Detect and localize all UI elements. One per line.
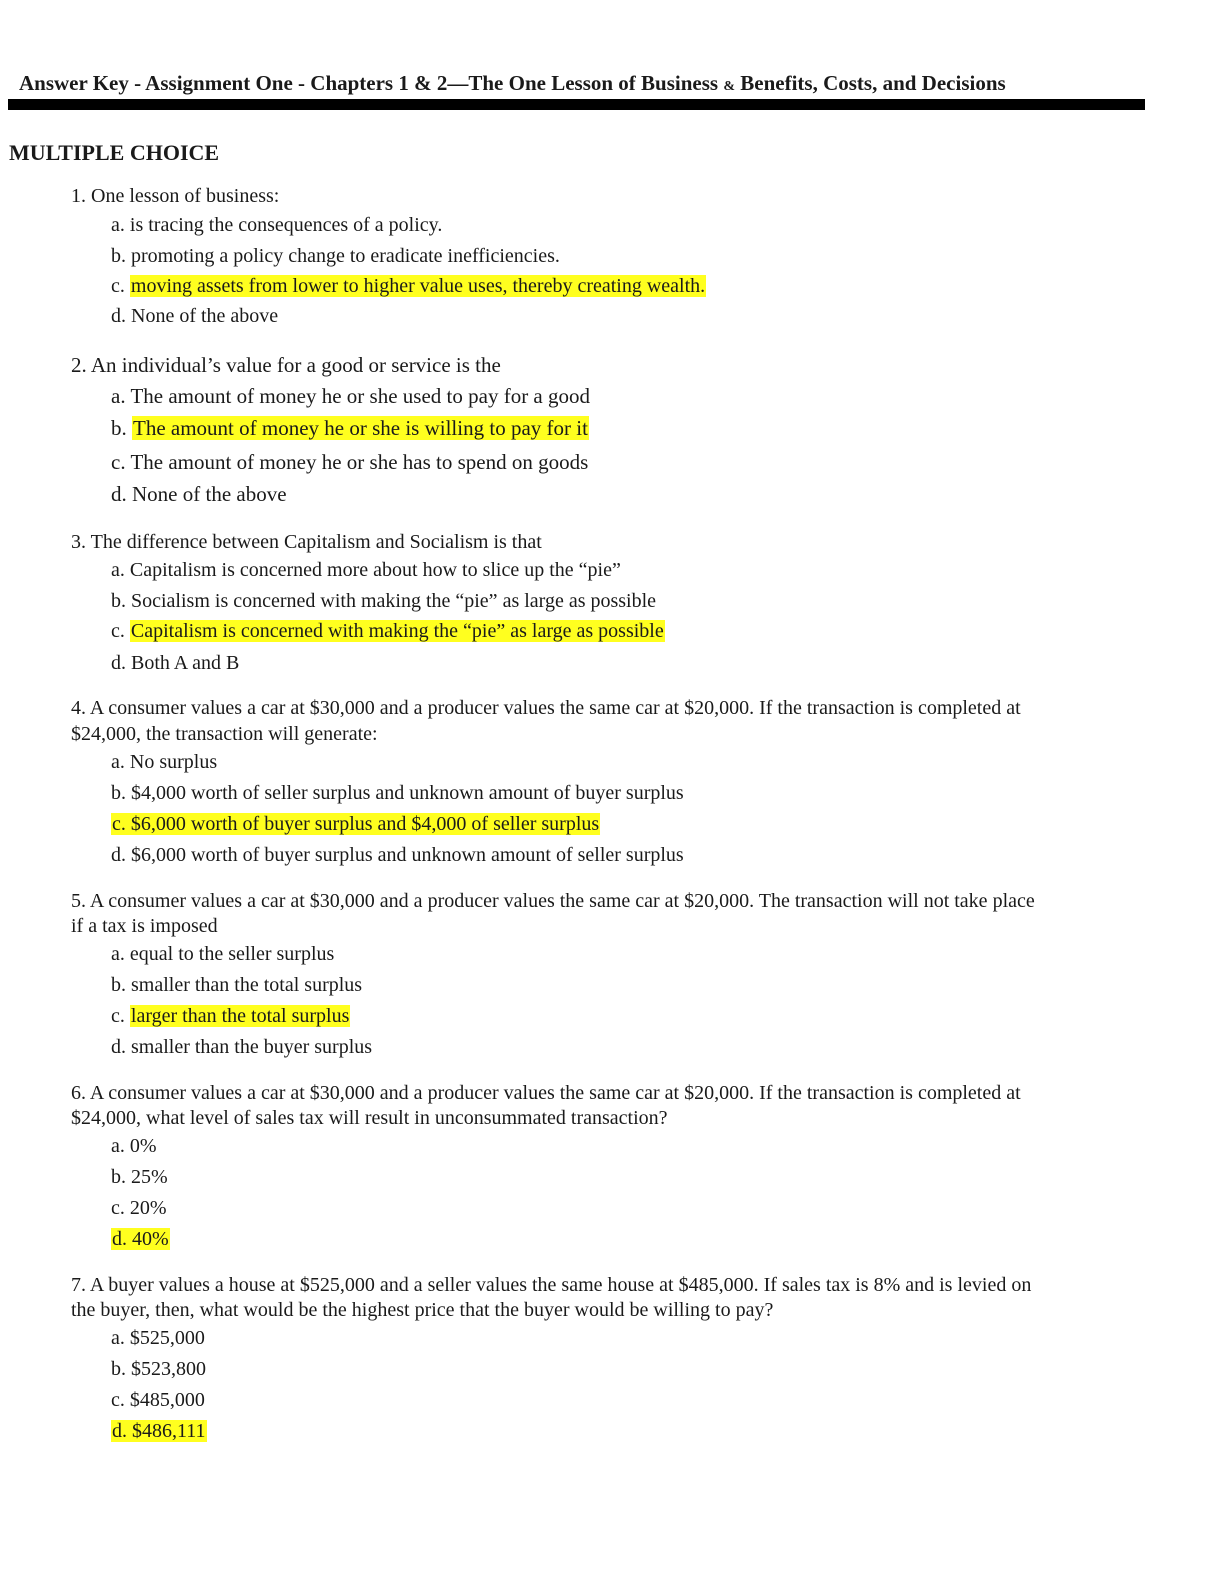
answer-highlight: The amount of money he or she is willing to pay for it [133,416,588,440]
question-3-option-c: c. Capitalism is concerned with making the “pie” as large as possible [111,620,664,642]
question-5-stem-line-2: if a tax is imposed [71,915,218,937]
question-3-option-a: a. Capitalism is concerned more about how to slice up the “pie” [111,559,621,581]
question-1-option-d: d. None of the above [111,305,279,327]
question-2-option-d: d. None of the above [111,482,287,506]
question-3-option-d: d. Both A and B [111,652,240,674]
question-5-option-b: b. smaller than the total surplus [111,974,363,996]
question-7-option-d [111,1418,207,1444]
question-1-stem: 1. One lesson of business: [71,185,280,207]
title-text-part2: Benefits, Costs, and Decisions [735,71,1006,95]
question-5-option-a: a. equal to the seller surplus [111,943,335,965]
question-6-option-a: a. 0% [111,1135,157,1157]
question-2-option-a: a. The amount of money he or she used to pay for a good [111,384,591,408]
answer-highlight: larger than the total surplus [130,1005,350,1027]
question-4-stem-line-2: $24,000, the transaction will generate: [71,723,378,745]
question-3-option-b: b. Socialism is concerned with making the “pie” as large as possible [111,590,657,612]
answer-highlight: moving assets from lower to higher value uses, thereby creating wealth. [130,275,706,297]
question-7-option-c: c. $485,000 [111,1389,205,1411]
question-6-stem-line-2: $24,000, what level of sales tax will result in unconsummated transaction? [71,1107,668,1129]
question-5-option-c: c. larger than the total surplus [111,1005,350,1027]
question-5-option-d: d. smaller than the buyer surplus [111,1036,373,1058]
question-3-stem: 3. The difference between Capitalism and Socialism is that [71,531,542,553]
question-6-option-d [111,1226,170,1252]
question-7-stem-line-1: 7. A buyer values a house at $525,000 and a seller values the same house at $485,000. If sales tax is 8% and is levied on [71,1274,1032,1296]
question-6-option-b: b. 25% [111,1166,168,1188]
question-7-option-a: a. $525,000 [111,1327,205,1349]
question-2-option-c: c. The amount of money he or she has to spend on goods [111,450,589,474]
question-2-option-b: b. The amount of money he or she is willing to pay for it [111,416,588,440]
title-rule [8,99,1145,110]
question-4-option-c [111,811,600,837]
question-4-option-b: b. $4,000 worth of seller surplus and unknown amount of buyer surplus [111,782,684,804]
answer-highlight: Capitalism is concerned with making the “pie” as large as possible [130,620,664,642]
question-7-stem-line-2: the buyer, then, what would be the highest price that the buyer would be willing to pay? [71,1299,774,1321]
question-6-stem-line-1: 6. A consumer values a car at $30,000 and a producer values the same car at $20,000. If the transaction is completed at [71,1082,1021,1104]
answer-highlight: c. $6,000 worth of buyer surplus and $4,000 of seller surplus [112,813,600,835]
question-6-option-c: c. 20% [111,1197,167,1219]
question-1-option-b: b. promoting a policy change to eradicate inefficiencies. [111,245,560,267]
question-5-stem-line-1: 5. A consumer values a car at $30,000 and a producer values the same car at $20,000. The transaction will not take place [71,890,1035,912]
question-4-option-d: d. $6,000 worth of buyer surplus and unknown amount of seller surplus [111,844,684,866]
question-7-option-b: b. $523,800 [111,1358,206,1380]
title-text-part1: Answer Key - Assignment One - Chapters 1 & 2—The One Lesson of Business [19,71,724,95]
question-1-option-a: a. is tracing the consequences of a policy. [111,214,443,236]
answer-highlight: d. $486,111 [112,1420,206,1442]
question-4-stem-line-1: 4. A consumer values a car at $30,000 and a producer values the same car at $20,000. If the transaction is completed at [71,697,1021,719]
question-1-option-c: c. moving assets from lower to higher value uses, thereby creating wealth. [111,275,706,297]
section-heading: MULTIPLE CHOICE [9,140,220,165]
title-ampersand: & [723,79,735,94]
question-2-stem: 2. An individual’s value for a good or service is the [71,353,501,377]
document-title [19,71,1006,96]
question-4-option-a: a. No surplus [111,751,218,773]
answer-highlight: d. 40% [112,1228,169,1250]
